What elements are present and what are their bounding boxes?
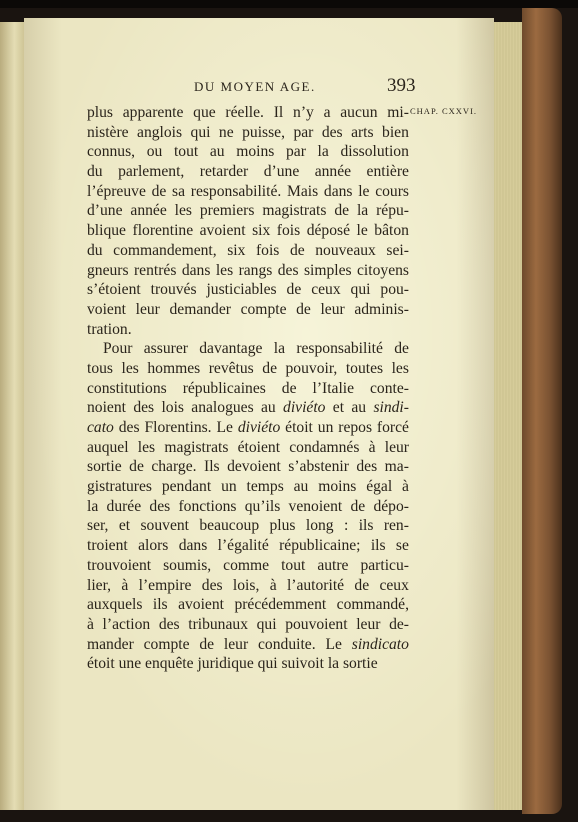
- page-number: 393: [387, 75, 416, 96]
- page-header: [24, 76, 494, 102]
- text-line: lier, à l’empire des lois, à l’autorité de ceux: [87, 576, 409, 594]
- page-stack-edge: [494, 22, 523, 810]
- text-line: blique florentine avoient six fois déposé le bâton: [87, 222, 409, 240]
- text-line: troient alors dans l’égalité républicaine; ils se: [87, 537, 409, 555]
- text-line: d’une année les premiers magistrats de la répu-: [87, 202, 409, 220]
- text-line: auquel les magistrats étoient condamnés à leur: [87, 438, 409, 456]
- text-line: voient leur demander compte de leur adminis-: [87, 300, 409, 318]
- text-line: mander compte de leur conduite. Le sindicato: [87, 635, 409, 653]
- text-line: la durée des fonctions qu’ils venoient de dépo-: [87, 497, 409, 515]
- text-line: noient des lois analogues au diviéto et au sindi-: [87, 399, 409, 417]
- text-line: constitutions républicaines de l’Italie conte-: [87, 379, 409, 397]
- text-line: trouvoient soumis, comme tout autre particu-: [87, 556, 409, 574]
- previous-page-edge: [0, 22, 25, 810]
- text-line: l’épreuve de sa responsabilité. Mais dans le cours: [87, 182, 409, 200]
- text-line: plus apparente que réelle. Il n’y a aucun mi-: [87, 104, 409, 121]
- top-shadow: [0, 0, 578, 8]
- text-line: gistratures pendant un temps au moins égal à: [87, 478, 409, 496]
- text-line: ser, et souvent beaucoup plus long : ils ren-: [87, 517, 409, 535]
- text-line: étoit une enquête juridique qui suivoit la sortie: [87, 655, 378, 673]
- text-line: s’étoient trouvés justiciables de ceux qui pou-: [87, 281, 409, 299]
- text-line: Pour assurer davantage la responsabilité de: [103, 340, 409, 358]
- text-line: auxquels ils avoient précédemment commandé,: [87, 596, 409, 614]
- text-line: nistère anglois qui ne puisse, par des arts bien: [87, 123, 409, 141]
- text-line: à l’action des tribunaux qui pouvoient leur de-: [87, 615, 409, 633]
- running-title: DU MOYEN AGE.: [194, 79, 316, 94]
- text-line: du commandement, six fois de nouveaux sei-: [87, 241, 409, 259]
- text-line: tration.: [87, 320, 132, 338]
- chapter-sidenote: CHAP. CXXVI.: [410, 106, 478, 116]
- text-line: du parlement, retarder d’une année entière: [87, 163, 409, 181]
- text-line: tous les hommes revêtus de pouvoir, toutes les: [87, 359, 409, 377]
- text-line: connus, ou tout au moins par la dissolution: [87, 143, 409, 161]
- text-line: cato des Florentins. Le diviéto étoit un repos forcé: [87, 419, 409, 436]
- body-text: [87, 103, 409, 674]
- text-line: sortie de charge. Ils devoient s’abstenir des ma-: [87, 458, 409, 476]
- text-line: gneurs rentrés dans les rangs des simples citoyens: [87, 261, 409, 279]
- book-cover-edge: [522, 8, 562, 814]
